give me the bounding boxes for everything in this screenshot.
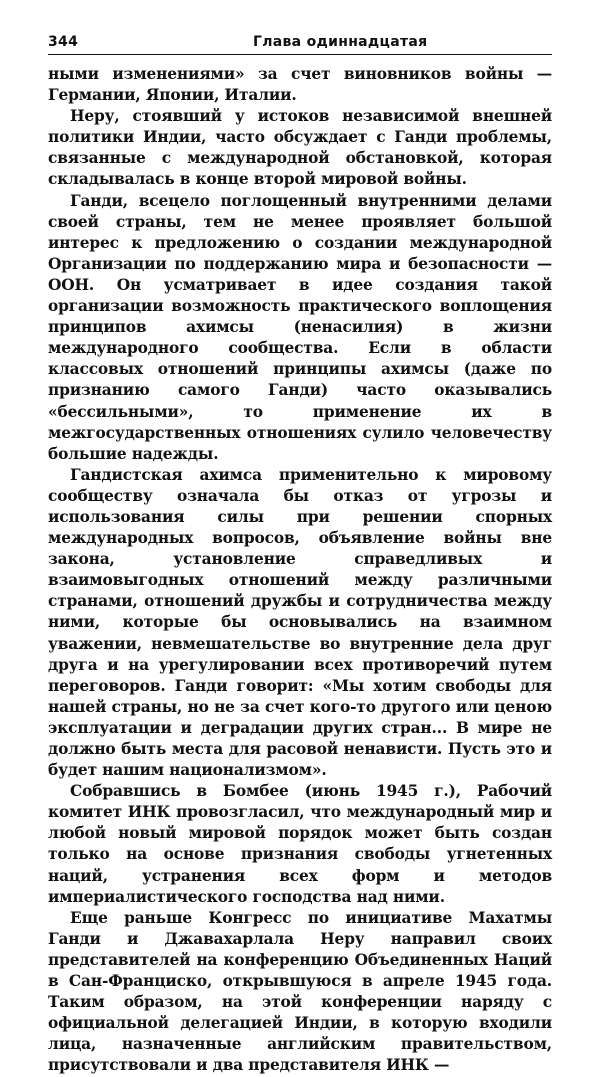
paragraph-1: ными изменениями» за счет виновников войны — Германии, Японии, Италии. [48, 65, 552, 105]
chapter-title: Глава одиннадцатая [253, 34, 428, 50]
paragraph-5: Собравшись в Бомбее (июнь 1945 г.), Рабочий комитет ИНК провозгласил, что международный мир и любой новый мировой порядок может быть создан только на основе признания свободы угнетенных наций, устранения всех форм и методов империалистического господства над ними. [48, 782, 552, 906]
paragraph-6: Еще раньше Конгресс по инициативе Махатмы Ганди и Джавахарлала Неру направил своих представителей на конференцию Объединенных Наций в Сан-Франциско, открывшуюся в апреле 1945 года. Таким образом, на этой конференции наряду с официальной делегацией Индии, в которую входили лица, назначенные английским правительством, присутствовали и два представителя ИНК — [48, 908, 552, 1075]
body-text [48, 64, 552, 1077]
page-number: 344 [48, 34, 79, 50]
paragraph-3: Ганди, всецело поглощенный внутренними делами своей страны, тем не менее проявляет большой интерес к предложению о создании международной Организации по поддержанию мира и безопасности — ООН. Он усматривает в идее создания такой организации возможность практического воплощения принципов ахимсы (ненасилия) в жизни международного сообщества. Если в области классовых отношений принципы ахимсы (даже по признанию самого Ганди) часто оказывались «бессильными», то применение их в межгосударственных отношениях сулило человечеству большие надежды. [48, 191, 552, 463]
header-rule [48, 54, 552, 55]
running-header [48, 34, 552, 54]
paragraph-4: Гандистская ахимса применительно к мировому сообществу означала бы отказ от угрозы и использования силы при решении спорных международных вопросов, объявление войны вне закона, установление справедливых и взаимовыгодных отношений между различными странами, отношений дружбы и сотрудничества между ними, которые бы основывались на взаимном уважении, невмешательстве во внутренние дела друг друга и на урегулировании всех противоречий путем переговоров. Ганди говорит: «Мы хотим свободы для нашей страны, но не за счет кого-то другого или ценою эксплуатации и деградации других стран... В мире не должно быть места для расовой ненависти. Пусть это и будет нашим национализмом». [48, 465, 552, 780]
paragraph-2: Неру, стоявший у истоков независимой внешней политики Индии, часто обсуждает с Ганди проблемы, связанные с международной обстановкой, которая складывалась в конце второй мировой войны. [48, 107, 552, 189]
